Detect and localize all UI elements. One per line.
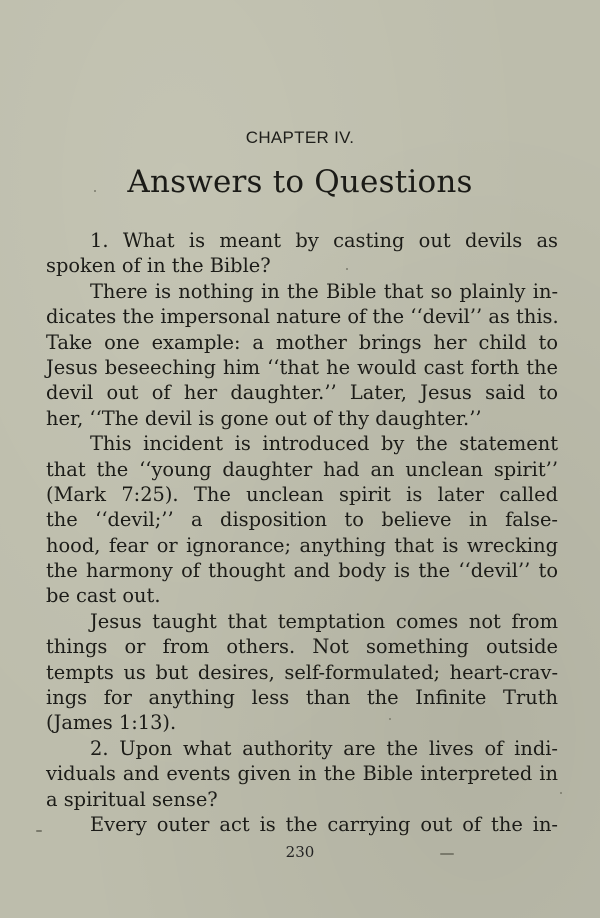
paper-speck bbox=[389, 718, 391, 720]
text-line: be cast out. bbox=[46, 584, 161, 608]
text-line: Every outer act is the carrying out of the in- bbox=[90, 812, 558, 836]
text-line: ings for anything less than the Infinite Truth bbox=[46, 686, 558, 710]
page-number: 230 bbox=[285, 843, 315, 861]
paper-speck bbox=[94, 190, 96, 192]
text-line: spoken of in the Bible? bbox=[46, 254, 271, 278]
text-line: (James 1:13). bbox=[46, 711, 177, 735]
text-line: her, ‘‘The devil is gone out of thy daughter.’’ bbox=[46, 406, 482, 430]
text-line: the harmony of thought and body is the ‘‘devil’’ to bbox=[46, 559, 558, 583]
text-line: This incident is introduced by the statement bbox=[90, 432, 558, 456]
text-line: Jesus taught that temptation comes not from bbox=[90, 609, 558, 633]
text-line: 1. What is meant by casting out devils as bbox=[90, 229, 558, 252]
paper-speck bbox=[440, 853, 454, 855]
text-line: viduals and events given in the Bible interpreted in bbox=[46, 762, 558, 786]
paper-speck bbox=[346, 268, 348, 270]
text-line: devil out of her daughter.’’ Later, Jesus said to bbox=[46, 381, 558, 405]
text-line: the ‘‘devil;’’ a disposition to believe in false- bbox=[46, 508, 558, 532]
paper-speck bbox=[560, 792, 562, 794]
text-line: Jesus beseeching him ‘‘that he would cast forth the bbox=[46, 355, 558, 379]
chapter-heading: CHAPTER IV. bbox=[245, 128, 355, 147]
paper-speck bbox=[36, 830, 42, 832]
text-line: a spiritual sense? bbox=[46, 787, 218, 811]
text-line: 2. Upon what authority are the lives of indi- bbox=[90, 736, 558, 760]
body-text bbox=[46, 228, 558, 837]
text-line: (Mark 7:25). The unclean spirit is later called bbox=[46, 482, 558, 506]
page-title: Answers to Questions bbox=[127, 164, 473, 200]
text-line: tempts us but desires, self-formulated; heart-crav- bbox=[46, 660, 558, 684]
text-line: There is nothing in the Bible that so plainly in- bbox=[90, 279, 558, 303]
text-line: that the ‘‘young daughter had an unclean spirit’’ bbox=[46, 457, 558, 481]
text-line: hood, fear or ignorance; anything that is wrecking bbox=[46, 533, 558, 557]
text-line: things or from others. Not something outside bbox=[46, 635, 558, 659]
text-line: dicates the impersonal nature of the ‘‘devil’’ as this. bbox=[46, 305, 559, 329]
text-line: Take one example: a mother brings her child to bbox=[46, 330, 558, 354]
